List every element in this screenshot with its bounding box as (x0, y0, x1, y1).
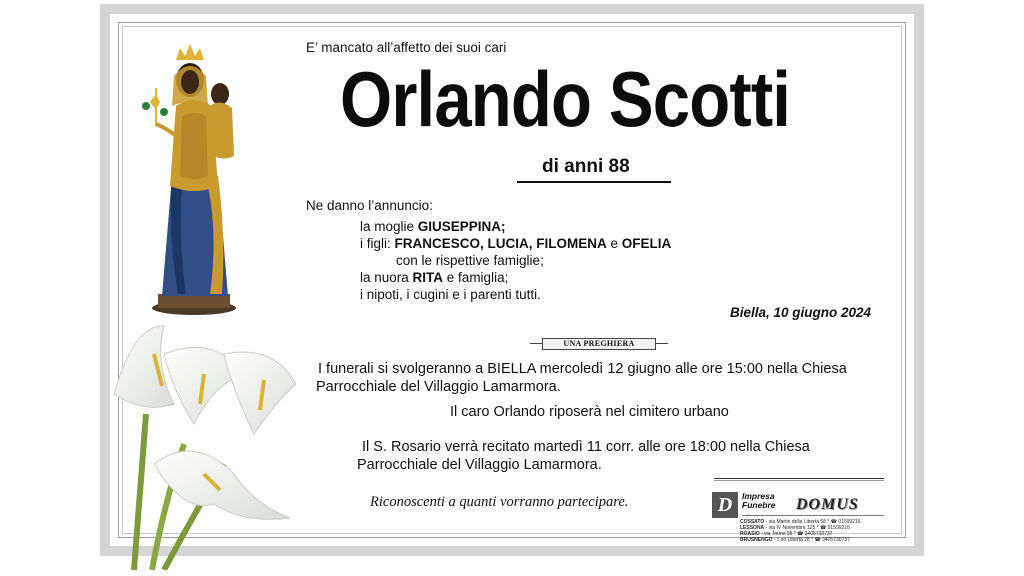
relative-wife (360, 218, 506, 236)
funeral-home-type (742, 492, 776, 510)
prayer-banner-tail-right (656, 343, 668, 344)
thanks-text: Riconoscenti a quanti vorranno partecipare. (370, 494, 629, 510)
funeral-home-name: DOMUS (796, 496, 859, 513)
deceased-name: Orlando Scotti (340, 55, 791, 143)
relative-daughter-in-law (360, 269, 508, 287)
relative-children-last: OFELIA (621, 236, 672, 251)
rosary-text-line1: Il S. Rosario verrà recitato martedì 11 corr. alle ore 18:00 nella Chiesa (362, 439, 810, 455)
relative-children-suffix: con le rispettive famiglie; (396, 253, 544, 268)
relative-dil-suffix: e famiglia; (443, 270, 509, 285)
funeral-home-block (710, 474, 890, 544)
prayer-banner-tail-left (530, 343, 542, 344)
funeral-text-line1: I funerali si svolgeranno a BIELLA mercoledì 12 giugno alle ore 15:00 nella Chiesa (318, 361, 847, 377)
address-town: LESSONA (740, 525, 765, 531)
prayer-label: UNA PREGHIERA (542, 338, 656, 350)
age-text: di anni 88 (542, 156, 630, 177)
relative-children (360, 235, 671, 253)
relative-wife-prefix: la moglie (360, 219, 418, 234)
place-date: Biella, 10 giugno 2024 (730, 305, 872, 320)
funeral-home-funebre: Funebre (742, 500, 776, 510)
relative-dil-prefix: la nuora (360, 270, 413, 285)
calla-lily-icon (104, 314, 304, 570)
address-detail: - via Martiri della Libertà 58 * ☎ 01599216 (764, 519, 861, 525)
funeral-home-impresa: Impresa (742, 491, 775, 501)
address-town: ROASIO (740, 531, 760, 537)
funeral-home-divider (742, 515, 884, 516)
intro-text: E’ mancato all’affetto dei suoi cari (306, 40, 507, 55)
relative-children-and: e (606, 236, 622, 251)
announce-label: Ne danno l’annuncio: (306, 198, 433, 213)
obituary-card (110, 14, 914, 546)
funeral-home-address (740, 537, 850, 543)
address-town: BRUSNENGO (740, 537, 773, 543)
burial-text: Il caro Orlando riposerà nel cimitero urbano (450, 404, 729, 420)
address-detail: - c.so Libertà 28 * ☎ 3405730737 (772, 537, 850, 543)
address-detail: - via IV Novembre 125 * ☎ 01599216 (764, 525, 850, 531)
address-town: COSSATO (740, 519, 765, 525)
address-detail: - via Torino 95 * ☎ 3405730737 (759, 531, 833, 537)
relative-dil-name: RITA (412, 270, 444, 285)
relative-children-names: FRANCESCO, LUCIA, FILOMENA (394, 236, 607, 251)
age-underline (517, 181, 671, 183)
relative-children-prefix: i figli: (360, 236, 395, 251)
funeral-text-line2: Parrocchiale del Villaggio Lamarmora. (316, 379, 561, 395)
prayer-banner (530, 336, 668, 352)
funeral-home-logo: D (712, 492, 738, 518)
madonna-statue-icon (138, 36, 248, 316)
rosary-text-line2: Parrocchiale del Villaggio Lamarmora. (357, 457, 602, 473)
relative-wife-name: GIUSEPPINA; (417, 219, 506, 234)
relative-others: i nipoti, i cugini e i parenti tutti. (360, 287, 541, 302)
page-frame (100, 4, 924, 556)
funeral-home-rule (714, 478, 884, 481)
